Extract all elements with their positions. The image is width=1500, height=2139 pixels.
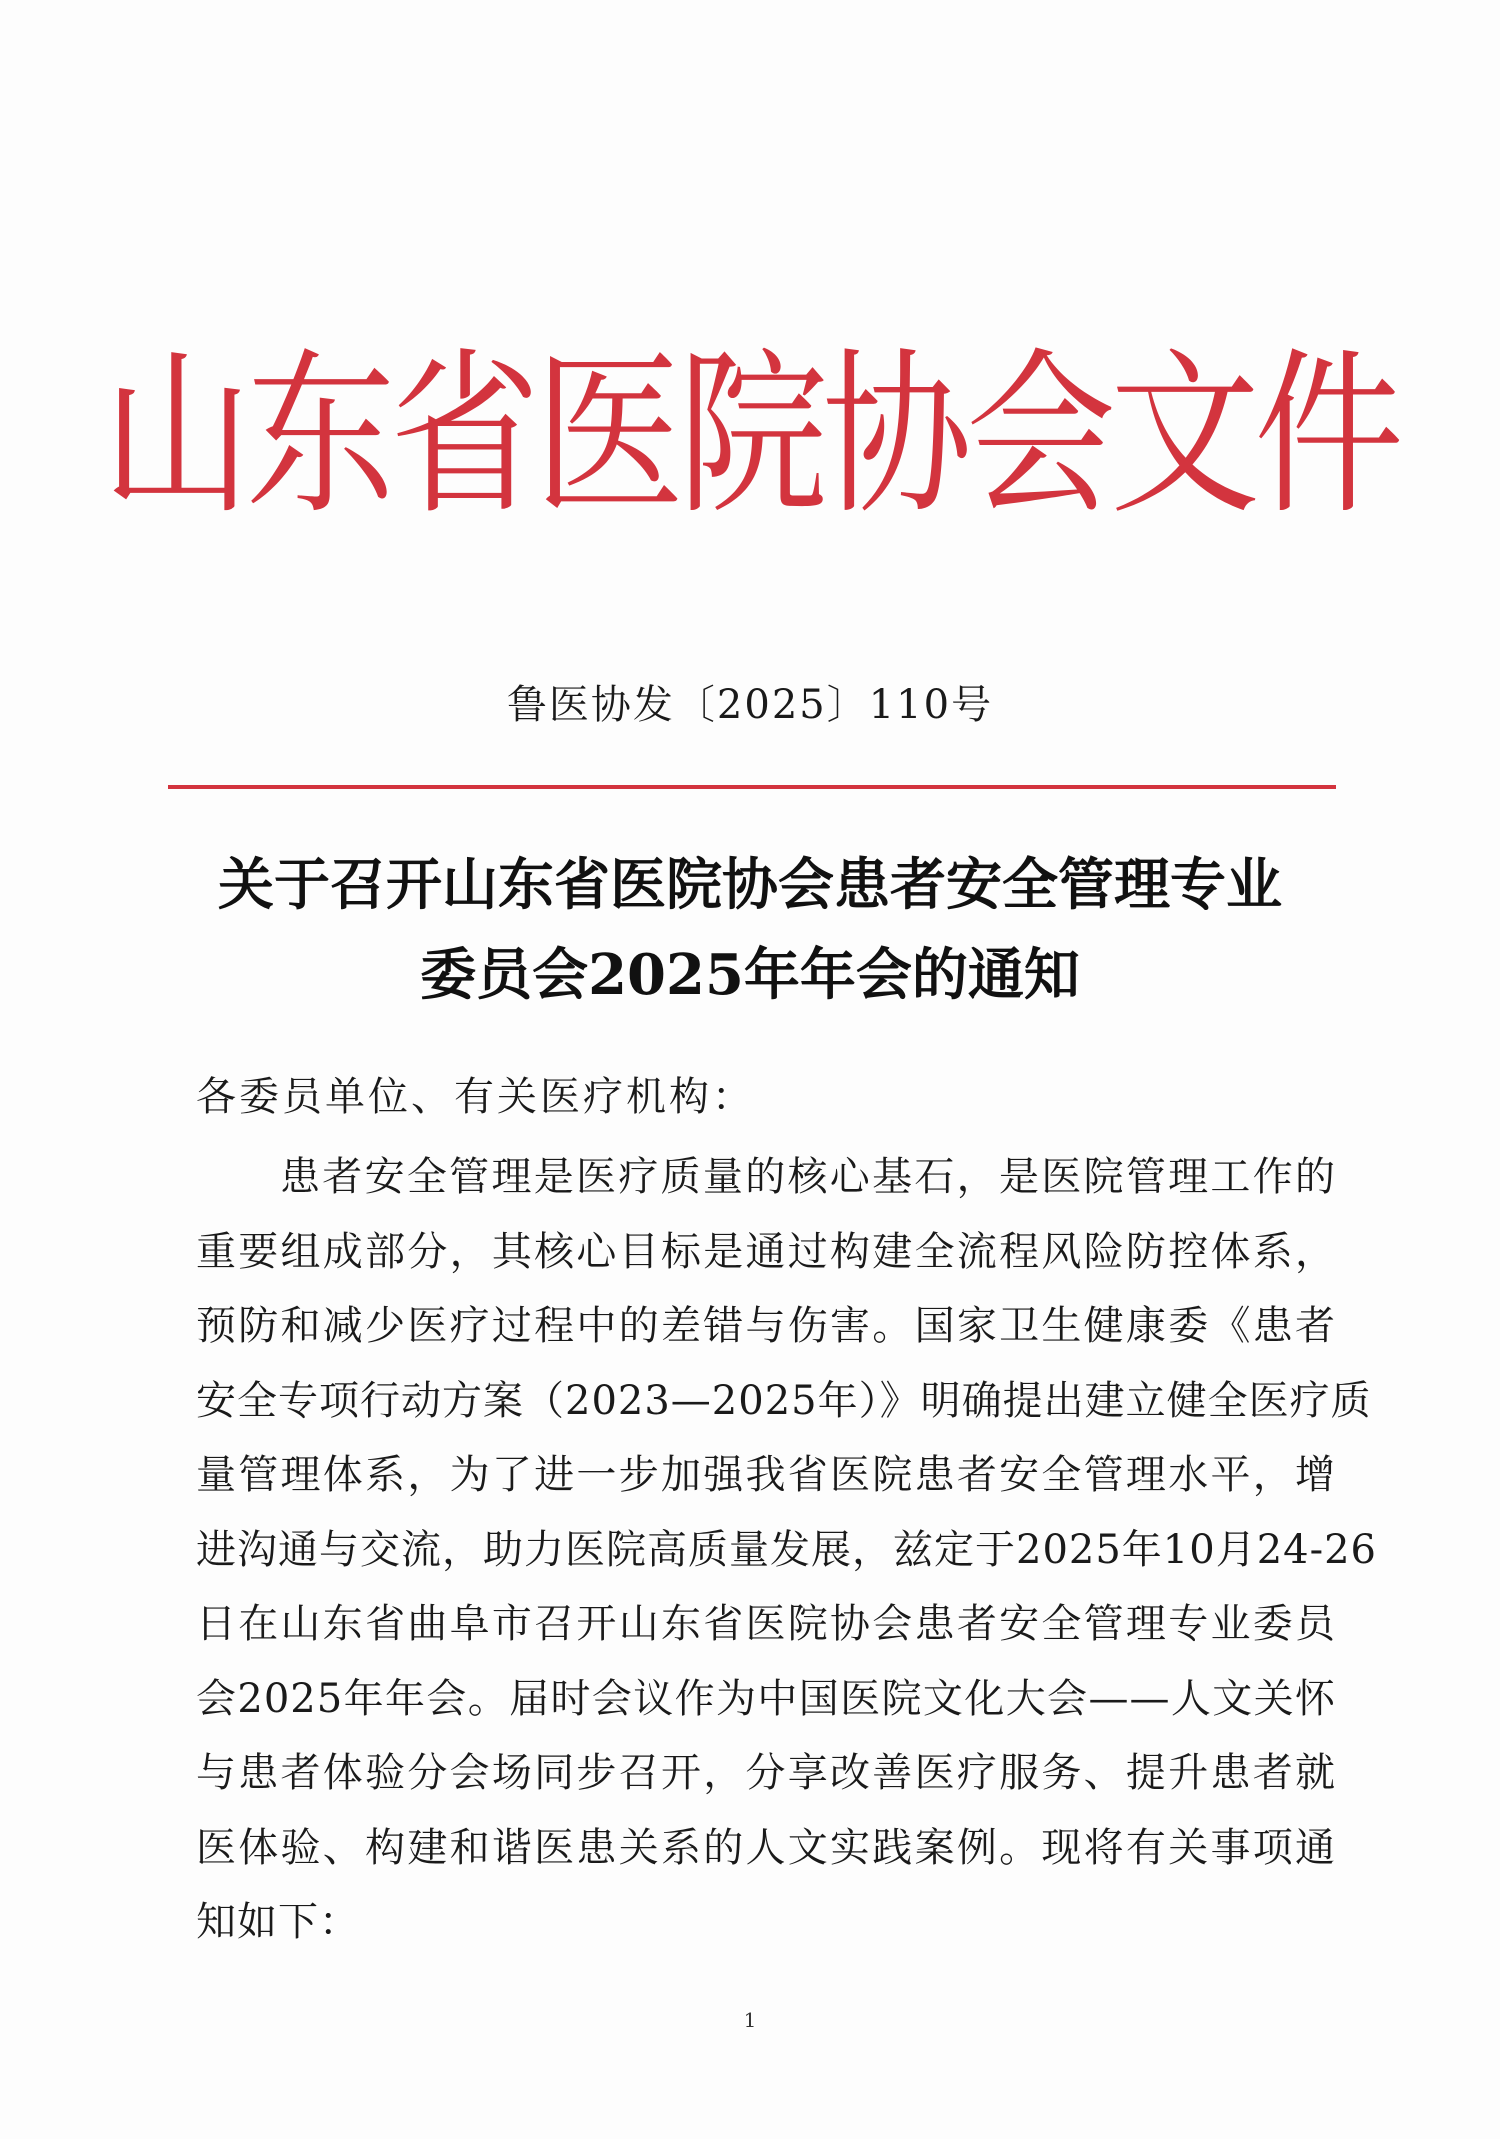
document-number: 鲁医协发〔2025〕110号 — [506, 682, 994, 728]
body-line: 医体验、构建和谐医患关系的人文实践案例。现将有关事项通 — [196, 1824, 1336, 1871]
red-divider-line — [168, 785, 1336, 789]
body-line: 日在山东省曲阜市召开山东省医院协会患者安全管理专业委员 — [196, 1601, 1336, 1647]
body-line: 患者安全管理是医疗质量的核心基石，是医院管理工作的 — [280, 1154, 1336, 1200]
body-line: 量管理体系，为了进一步加强我省医院患者安全管理水平，增 — [196, 1452, 1336, 1498]
body-line: 知如下： — [196, 1899, 360, 1945]
body-line: 与患者体验分会场同步召开，分享改善医疗服务、提升患者就 — [196, 1750, 1336, 1796]
body-line: 重要组成部分，其核心目标是通过构建全流程风险防控体系， — [196, 1228, 1336, 1275]
page-number: 1 — [743, 2008, 757, 2032]
notice-title-line-1: 关于召开山东省医院协会患者安全管理专业 — [218, 852, 1282, 918]
body-line: 会2025年年会。届时会议作为中国医院文化大会——人文关怀 — [196, 1675, 1336, 1722]
issuing-authority-header: 山东省医院协会文件 — [101, 333, 1398, 539]
body-paragraph — [196, 1140, 1378, 1960]
body-line: 预防和减少医疗过程中的差错与伤害。国家卫生健康委《患者 — [196, 1303, 1336, 1349]
notice-title-line-2: 委员会2025年年会的通知 — [420, 942, 1080, 1008]
salutation: 各委员单位、有关医疗机构： — [196, 1074, 755, 1120]
notice-title — [160, 840, 1340, 1020]
body-line: 进沟通与交流，助力医院高质量发展，兹定于2025年10月24-26 — [196, 1526, 1378, 1573]
body-line: 安全专项行动方案（2023—2025年）》明确提出建立健全医疗质 — [196, 1377, 1372, 1424]
